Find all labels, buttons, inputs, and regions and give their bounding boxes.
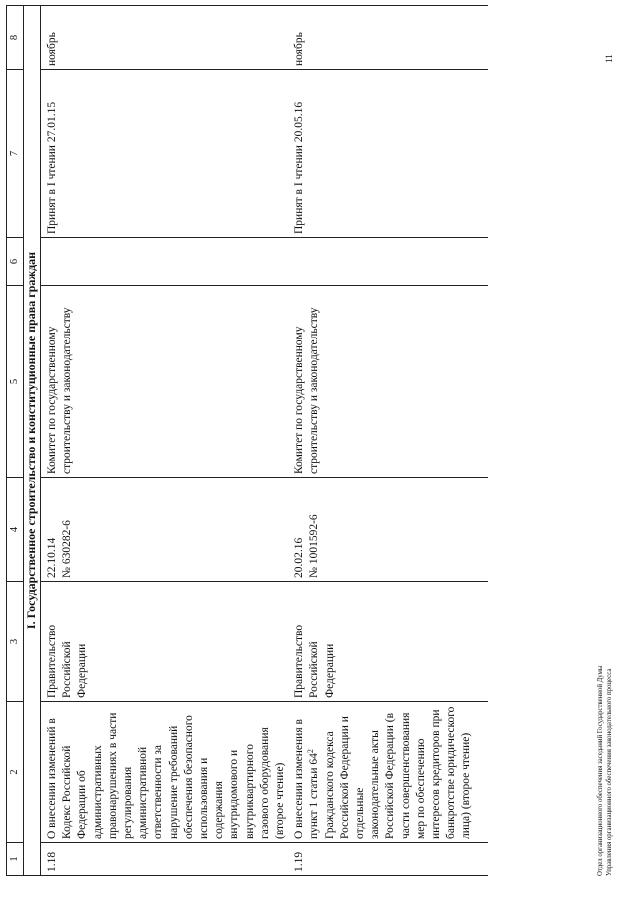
empty-cell — [41, 238, 289, 286]
planned-month: ноябрь — [288, 6, 488, 70]
bill-number: № 1001592-6 — [308, 514, 321, 578]
column-number: 2 — [7, 702, 24, 843]
bill-status: Принят в I чтении 27.01.15 — [41, 70, 289, 238]
bill-title-superscript: 2 — [306, 749, 316, 754]
bill-initiator: Правительство Российской Федерации — [288, 582, 488, 702]
column-number: 1 — [7, 843, 24, 876]
column-number: 3 — [7, 582, 24, 702]
column-number: 7 — [7, 70, 24, 238]
column-number: 6 — [7, 238, 24, 286]
section-title: I. Государственное строительство и конституционные права граждан — [24, 6, 41, 876]
footer — [596, 666, 614, 876]
column-number-row — [7, 6, 24, 876]
table-row — [41, 6, 289, 876]
row-number: 1.18 — [41, 843, 289, 876]
bill-number: № 630282-6 — [61, 520, 74, 578]
column-number: 8 — [7, 6, 24, 70]
table-row — [288, 6, 488, 876]
bill-registration — [288, 478, 488, 582]
bill-status: Принят в I чтении 20.05.16 — [288, 70, 488, 238]
row-number: 1.19 — [288, 843, 488, 876]
bill-date: 22.10.14 — [46, 537, 58, 578]
bill-title-part1: О внесении изменения в пункт 1 статьи 64 — [293, 719, 321, 839]
column-number: 4 — [7, 478, 24, 582]
bill-date: 20.02.16 — [293, 537, 306, 578]
bill-initiator: Правительство Российской Федерации — [41, 582, 289, 702]
responsible-committee: Комитет по государственному строительству и законодательству — [41, 286, 289, 478]
bill-registration — [41, 478, 289, 582]
planned-month: ноябрь — [41, 6, 289, 70]
bills-table — [6, 5, 488, 876]
footer-department: Отдел организационного обеспечения заседаний Государственной Думы — [597, 665, 604, 876]
bill-title: О внесении изменений в Кодекс Российской Федерации об административных правонарушениях в части регулирования административной ответственности за нарушение требований обеспечения безопасного использования и содержания внутридомового и внутриквартирного газового оборудования (второе чтение) — [41, 702, 289, 843]
footer-directorate: Управления организационного обеспечения законодательного процесса — [606, 668, 613, 876]
column-number: 5 — [7, 286, 24, 478]
responsible-committee: Комитет по государственному строительству и законодательству — [288, 286, 488, 478]
empty-cell — [288, 238, 488, 286]
page-number: 11 — [604, 54, 614, 63]
bill-title — [288, 702, 488, 843]
bill-title-part2: Гражданского кодекса Российской Федерации и отдельные законодательные акты Российской Федерации (в части совершенствования мер по обеспечению интересов кредиторов при банкротстве юридического лица) (второе чтение) — [323, 706, 473, 839]
section-row — [24, 6, 41, 876]
